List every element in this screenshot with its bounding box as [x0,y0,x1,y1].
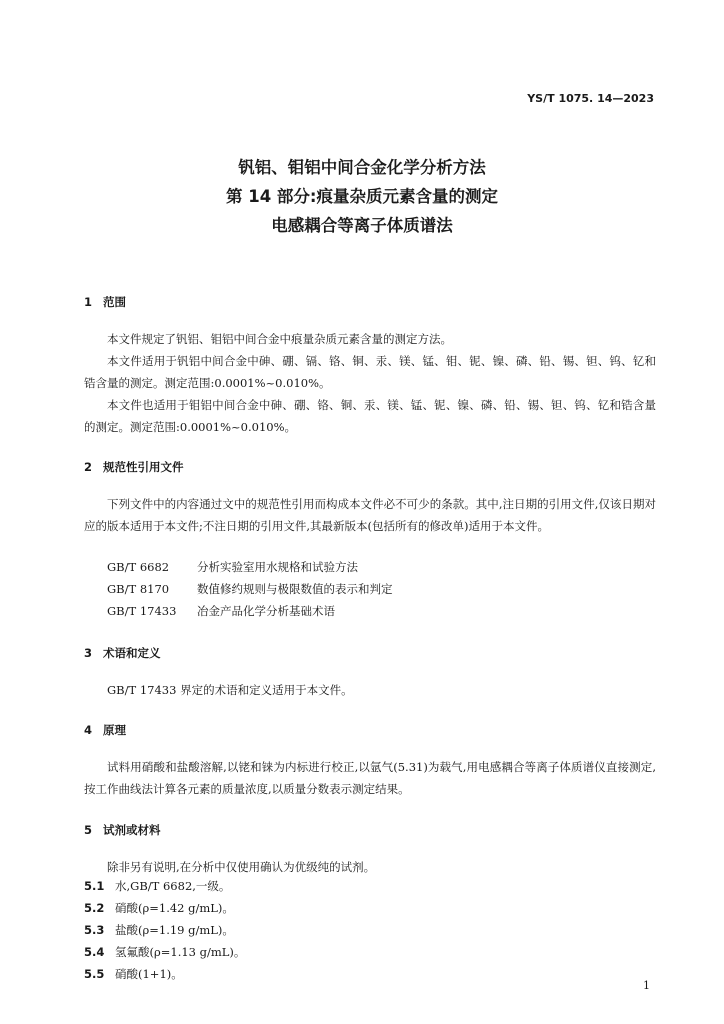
reference-code: GB/T 8170 [107,582,170,596]
section-3-heading [84,645,161,661]
reference-code: GB/T 6682 [107,560,170,574]
title-line-3: 电感耦合等离子体质谱法 [271,216,453,235]
document-code: YS/T 1075. 14—2023 [527,92,654,105]
title-line-1: 钒铝、钼铝中间合金化学分析方法 [238,158,486,177]
section-1-paragraph-2: 本文件适用于钒铝中间合金中砷、硼、镉、铬、铜、汞、镁、锰、钼、铌、镍、磷、铅、锡、钽、钨、钇和锆含量的测定。测定范围:0.0001%~0.010%。 [84,354,656,390]
reagent-item [84,922,234,938]
document-title [0,153,724,240]
reagent-item [84,878,230,894]
section-title: 范围 [103,295,126,309]
section-4-heading [84,722,126,738]
item-number: 5.1 [84,879,105,893]
section-1-paragraph-1: 本文件规定了钒铝、钼铝中间合金中痕量杂质元素含量的测定方法。 [107,332,452,346]
reference-title: 冶金产品化学分析基础术语 [197,604,335,618]
item-text: 硝酸(ρ=1.42 g/mL)。 [115,901,234,915]
item-text: 氢氟酸(ρ=1.13 g/mL)。 [115,945,246,959]
section-title: 规范性引用文件 [103,460,184,474]
item-number: 5.3 [84,923,105,937]
item-number: 5.5 [84,967,105,981]
section-title: 原理 [103,723,126,737]
title-line-2: 第 14 部分:痕量杂质元素含量的测定 [225,187,499,206]
section-3-paragraph-1: GB/T 17433 界定的术语和定义适用于本文件。 [107,683,353,697]
item-number: 5.2 [84,901,105,915]
item-text: 硝酸(1+1)。 [115,967,183,981]
section-5-paragraph-1: 除非另有说明,在分析中仅使用确认为优级纯的试剂。 [107,860,376,874]
section-number: 3 [84,646,93,660]
reagent-item [84,944,245,960]
reagent-item [84,966,183,982]
normative-reference [107,603,335,619]
item-number: 5.4 [84,945,105,959]
reference-title: 分析实验室用水规格和试验方法 [197,560,358,574]
normative-reference [107,581,393,597]
section-4-paragraph-1: 试料用硝酸和盐酸溶解,以铑和铼为内标进行校正,以氩气(5.31)为载气,用电感耦合等离子体质谱仪直接测定,按工作曲线法计算各元素的质量浓度,以质量分数表示测定结果。 [84,760,656,796]
reagent-item [84,900,234,916]
section-title: 试剂或材料 [103,823,161,837]
section-2-paragraph-1: 下列文件中的内容通过文中的规范性引用而构成本文件必不可少的条款。其中,注日期的引用文件,仅该日期对应的版本适用于本文件;不注日期的引用文件,其最新版本(包括所有的修改单)适用于本文件。 [84,497,656,533]
reference-title: 数值修约规则与极限数值的表示和判定 [197,582,393,596]
section-title: 术语和定义 [103,646,161,660]
section-2-heading [84,459,184,475]
normative-reference [107,559,358,575]
section-5-heading [84,822,161,838]
section-number: 1 [84,295,93,309]
page-number: 1 [643,979,650,992]
section-1-paragraph-3: 本文件也适用于钼铝中间合金中砷、硼、铬、铜、汞、镁、锰、铌、镍、磷、铅、锡、钽、钨、钇和锆含量的测定。测定范围:0.0001%~0.010%。 [84,398,656,434]
item-text: 水,GB/T 6682,一级。 [115,879,231,893]
item-text: 盐酸(ρ=1.19 g/mL)。 [115,923,234,937]
section-number: 4 [84,723,93,737]
section-1-heading [84,294,126,310]
section-number: 2 [84,460,93,474]
section-number: 5 [84,823,93,837]
reference-code: GB/T 17433 [107,604,177,618]
